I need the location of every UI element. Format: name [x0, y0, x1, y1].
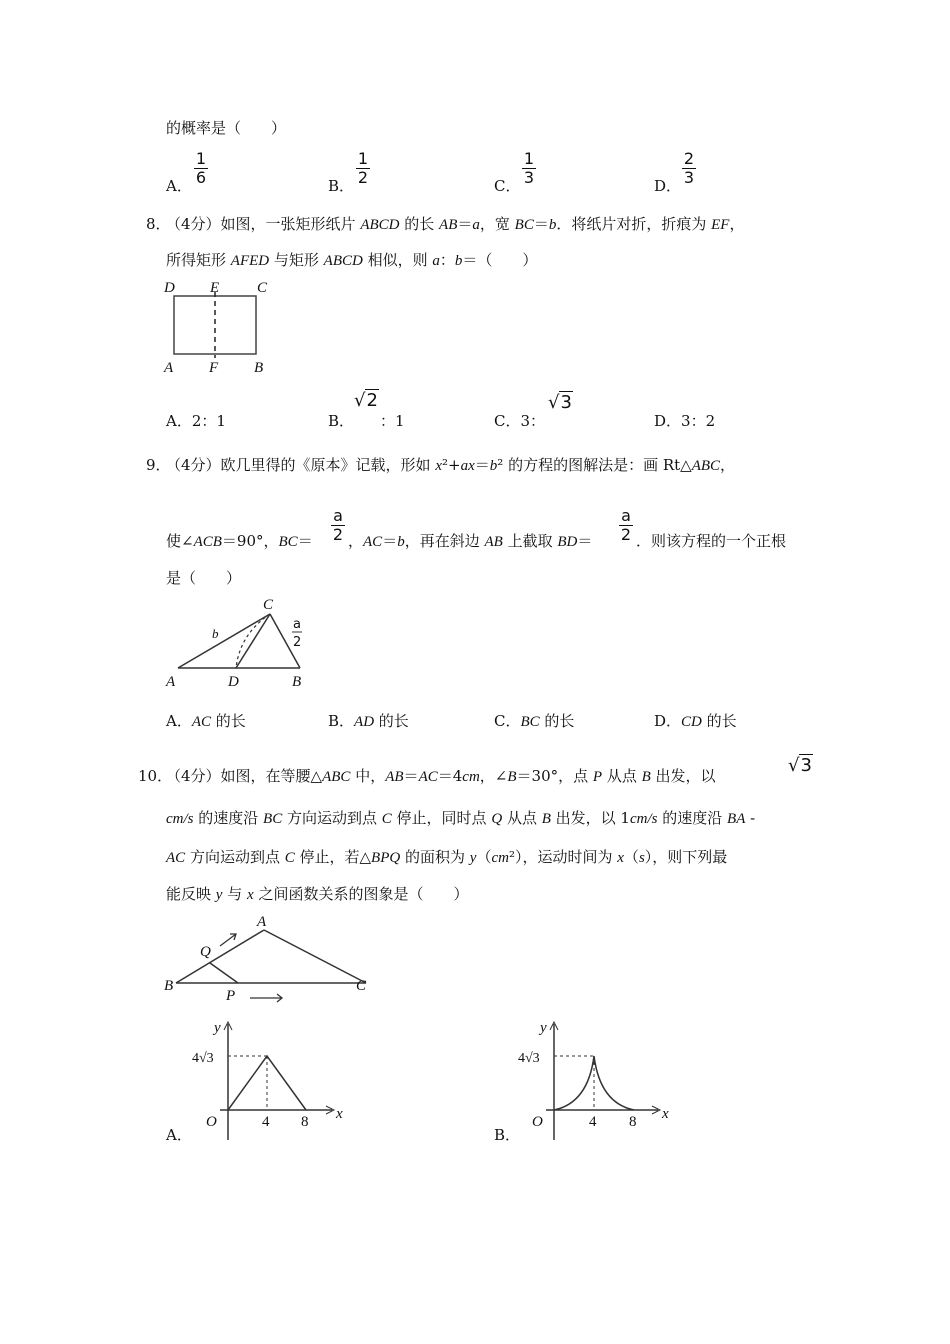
text-segment: 能反映 — [166, 885, 216, 903]
numerator: 1 — [523, 149, 535, 168]
text-segment: ＝ — [457, 215, 473, 233]
text-segment: ），则下列最 — [644, 848, 728, 866]
text-segment: 出发，以 — [650, 767, 716, 785]
math-variable: BD — [557, 534, 578, 550]
q8-option-d[interactable]: D．3：2 — [654, 412, 716, 430]
text-segment: ＝30°，点 — [516, 767, 593, 785]
text-segment: D． — [654, 712, 682, 730]
text-segment: 的长 — [374, 712, 409, 730]
text-segment: ，再在斜边 — [404, 532, 485, 550]
math-variable: AC — [363, 534, 383, 550]
q8-option-b[interactable]: B． — [328, 412, 355, 430]
label-a: a — [293, 617, 301, 632]
option-label: B． — [494, 1126, 521, 1144]
q10-line-3 — [166, 847, 727, 868]
q9-triangle-figure — [160, 594, 320, 694]
label-C: C — [263, 597, 274, 613]
label-2: 2 — [293, 635, 302, 650]
text-segment: ＝ — [533, 215, 549, 233]
math-variable: EF — [711, 217, 730, 233]
math-variable: BA — [727, 811, 746, 827]
ymax-label: 4√3 — [192, 1051, 214, 1066]
text-segment: 是（ ） — [166, 569, 242, 587]
numerator: 2 — [683, 149, 695, 168]
math-variable: b — [548, 217, 557, 233]
numerator: 1 — [195, 149, 207, 168]
text-segment: 停止，若△ — [294, 848, 372, 866]
label-P: P — [226, 988, 236, 1004]
math-variable: AFED — [230, 253, 270, 269]
math-variable: ABC — [322, 769, 351, 785]
fraction-a-over-2: a 2 — [620, 506, 632, 544]
text-segment: （4分）如图，一张矩形纸片 — [166, 215, 361, 233]
math-variable: C — [381, 811, 392, 827]
denominator: 2 — [357, 168, 369, 187]
text-segment: （4分）如图，在等腰△ — [166, 767, 323, 785]
math-variable: C — [284, 850, 295, 866]
text-segment: 出发，以 1 — [550, 809, 630, 827]
math-variable: a — [472, 217, 480, 233]
text-segment: 的长 — [399, 215, 440, 233]
q10-number: 10． — [138, 767, 173, 785]
q8-option-a[interactable]: A．2：1 — [166, 412, 226, 430]
math-variable: AD — [354, 714, 375, 730]
math-variable: cm/s — [166, 811, 194, 827]
fraction — [356, 150, 370, 187]
q7-stem-tail: 的概率是（ ） — [166, 119, 287, 137]
tick-4: 4 — [262, 1114, 270, 1130]
q9-option-d[interactable] — [654, 711, 737, 732]
math-variable: AC — [191, 714, 212, 730]
text-segment: 相似，则 — [362, 251, 433, 269]
math-variable: s — [638, 850, 645, 866]
text-segment: ＝90°， — [221, 532, 279, 550]
math-variable: b — [489, 458, 498, 474]
math-variable: AC — [166, 850, 186, 866]
math-variable: AB — [385, 769, 404, 785]
text-segment: ＝ — [474, 456, 490, 474]
text-segment: ＝ — [403, 767, 419, 785]
option-label: A． — [166, 1126, 192, 1144]
text-segment: 方向运动到点 — [185, 848, 285, 866]
math-variable: y — [469, 850, 477, 866]
math-variable: cm — [462, 769, 480, 785]
sqrt-3: √3 — [548, 392, 572, 413]
q7-option-a[interactable]: A． — [166, 177, 192, 195]
math-variable: B — [507, 769, 517, 785]
text-segment: ，运动时间为 — [522, 848, 618, 866]
math-variable: BC — [514, 217, 534, 233]
origin-label: O — [532, 1114, 543, 1130]
math-variable: x — [247, 887, 254, 903]
q8-rectangle-figure — [160, 278, 280, 378]
sqrt-3: √3 — [788, 755, 812, 776]
text-segment: ， — [348, 532, 364, 550]
q9-option-a[interactable] — [166, 711, 246, 732]
text-segment: 与矩形 — [269, 251, 324, 269]
q9-number: 9． — [146, 456, 171, 474]
text-segment: 与 — [222, 885, 247, 903]
text-segment: ，宽 — [479, 215, 515, 233]
label-A: A — [257, 914, 267, 930]
math-variable: P — [592, 769, 603, 785]
math-variable: ABCD — [360, 217, 400, 233]
ymax-label: 4√3 — [518, 1051, 540, 1066]
text-segment: ＝4 — [437, 767, 463, 785]
tick-8: 8 — [629, 1114, 637, 1130]
math-variable: cm — [491, 850, 509, 866]
q9-option-b[interactable] — [328, 711, 409, 732]
text-segment: 使∠ — [166, 532, 194, 550]
label-Q: Q — [200, 944, 211, 960]
origin-label: O — [206, 1114, 217, 1130]
math-variable: b — [397, 534, 405, 550]
axis-x-label: x — [662, 1106, 669, 1122]
math-variable: cm/s — [629, 811, 658, 827]
math-variable: ACB — [193, 534, 222, 550]
q8-line-1 — [166, 214, 744, 235]
text-segment: 从点 — [502, 809, 542, 827]
text-segment: C． — [494, 712, 521, 730]
text-segment: ＝ — [577, 532, 593, 550]
math-variable: AC — [418, 769, 438, 785]
text-segment: ， — [729, 215, 745, 233]
text-segment: ²+ — [442, 456, 461, 474]
text-segment: 停止，同时点 — [391, 809, 492, 827]
text-segment: ，∠ — [479, 767, 508, 785]
text-segment: A． — [166, 712, 192, 730]
q9-line-1 — [166, 455, 735, 476]
text-segment: 的面积为 — [400, 848, 470, 866]
label-B: B — [292, 674, 302, 690]
label-D: D — [228, 674, 239, 690]
label-D: D — [164, 280, 175, 296]
math-variable: AB — [439, 217, 458, 233]
label-B: B — [254, 360, 264, 376]
text-segment: （ — [623, 848, 639, 866]
q8-line-2 — [166, 250, 537, 271]
text-segment: ， — [720, 456, 736, 474]
q7-option-c[interactable]: C． — [494, 177, 521, 195]
axis-y-label: y — [214, 1020, 221, 1036]
text-segment: 之间函数关系的图象是（ ） — [253, 885, 469, 903]
q9-line-2a — [166, 531, 313, 552]
q10-line-1 — [166, 766, 716, 787]
axis-y-label: y — [540, 1020, 547, 1036]
text-segment: 的长 — [539, 712, 575, 730]
fraction-a-over-2: a 2 — [332, 506, 344, 544]
q10-graph-b[interactable] — [488, 1018, 688, 1148]
denominator: 3 — [523, 168, 535, 187]
math-variable: BC — [278, 534, 298, 550]
math-variable: ABCD — [323, 253, 363, 269]
text-segment: 的长 — [211, 712, 246, 730]
fraction — [682, 150, 696, 187]
axis-x-label: x — [336, 1106, 343, 1122]
label-A: A — [164, 360, 174, 376]
q8-option-b-tail: ：1 — [380, 412, 405, 430]
text-segment: ．将纸片对折，折痕为 — [556, 215, 712, 233]
label-A: A — [166, 674, 176, 690]
fraction — [522, 150, 536, 187]
text-segment: 从点 — [602, 767, 642, 785]
math-variable: ABC — [691, 458, 721, 474]
text-segment: ＝ — [382, 532, 398, 550]
text-segment: ²） — [508, 848, 523, 866]
q8-number: 8． — [146, 215, 171, 233]
math-variable: y — [215, 887, 223, 903]
tick-4: 4 — [589, 1114, 597, 1130]
text-segment: 的速度沿 — [193, 809, 264, 827]
math-variable: CD — [681, 714, 702, 730]
math-variable: B — [641, 769, 651, 785]
text-segment: - — [745, 809, 756, 827]
text-segment: 上截取 — [502, 532, 558, 550]
label-E: E — [210, 280, 220, 296]
math-variable: B — [541, 811, 551, 827]
text-segment: ＝ — [297, 532, 313, 550]
text-segment: ： — [439, 251, 455, 269]
label-b: b — [212, 626, 219, 641]
math-variable: x — [435, 458, 442, 474]
q9-line-3 — [166, 568, 241, 588]
q9-option-c[interactable] — [494, 711, 574, 732]
label-C: C — [257, 280, 268, 296]
q7-option-b[interactable]: B． — [328, 177, 355, 195]
label-B: B — [164, 978, 174, 994]
label-F: F — [209, 360, 219, 376]
label-C: C — [356, 978, 367, 994]
denominator: 6 — [195, 168, 207, 187]
arrow-q — [220, 934, 236, 946]
tick-8: 8 — [301, 1114, 309, 1130]
q8-option-c[interactable]: C．3： — [494, 412, 546, 430]
math-variable: Q — [491, 811, 503, 827]
text-segment: ＝（ ） — [462, 251, 538, 269]
q10-line-4 — [166, 884, 468, 905]
math-variable: BPQ — [371, 850, 401, 866]
text-segment: ² 的方程的图解法是：画 Rt△ — [497, 456, 692, 474]
q7-option-d[interactable]: D． — [654, 177, 682, 195]
q10-triangle-figure — [160, 910, 380, 1005]
math-variable: AB — [484, 534, 503, 550]
math-variable: x — [617, 850, 624, 866]
text-segment: 所得矩形 — [166, 251, 231, 269]
math-variable: b — [454, 253, 463, 269]
text-segment: （4分）欧几里得的《原本》记载，形如 — [166, 456, 436, 474]
math-variable: a — [432, 253, 440, 269]
fraction — [194, 150, 208, 187]
math-variable: BC — [263, 811, 283, 827]
q10-line-2 — [166, 808, 755, 829]
text-segment: 中， — [350, 767, 386, 785]
q9-line-2b — [348, 531, 592, 552]
q10-graph-a[interactable] — [160, 1018, 360, 1148]
math-variable: BC — [520, 714, 540, 730]
sqrt-2: √2 — [354, 390, 378, 411]
denominator: 3 — [683, 168, 695, 187]
text-segment: B． — [328, 712, 355, 730]
math-variable: ax — [460, 458, 475, 474]
text-segment: 的长 — [701, 712, 737, 730]
text-segment: 的速度沿 — [657, 809, 728, 827]
numerator: 1 — [357, 149, 369, 168]
text-segment: 方向运动到点 — [282, 809, 382, 827]
q9-line-2c — [636, 531, 786, 551]
text-segment: （ — [476, 848, 492, 866]
text-segment: ．则该方程的一个正根 — [636, 532, 787, 550]
